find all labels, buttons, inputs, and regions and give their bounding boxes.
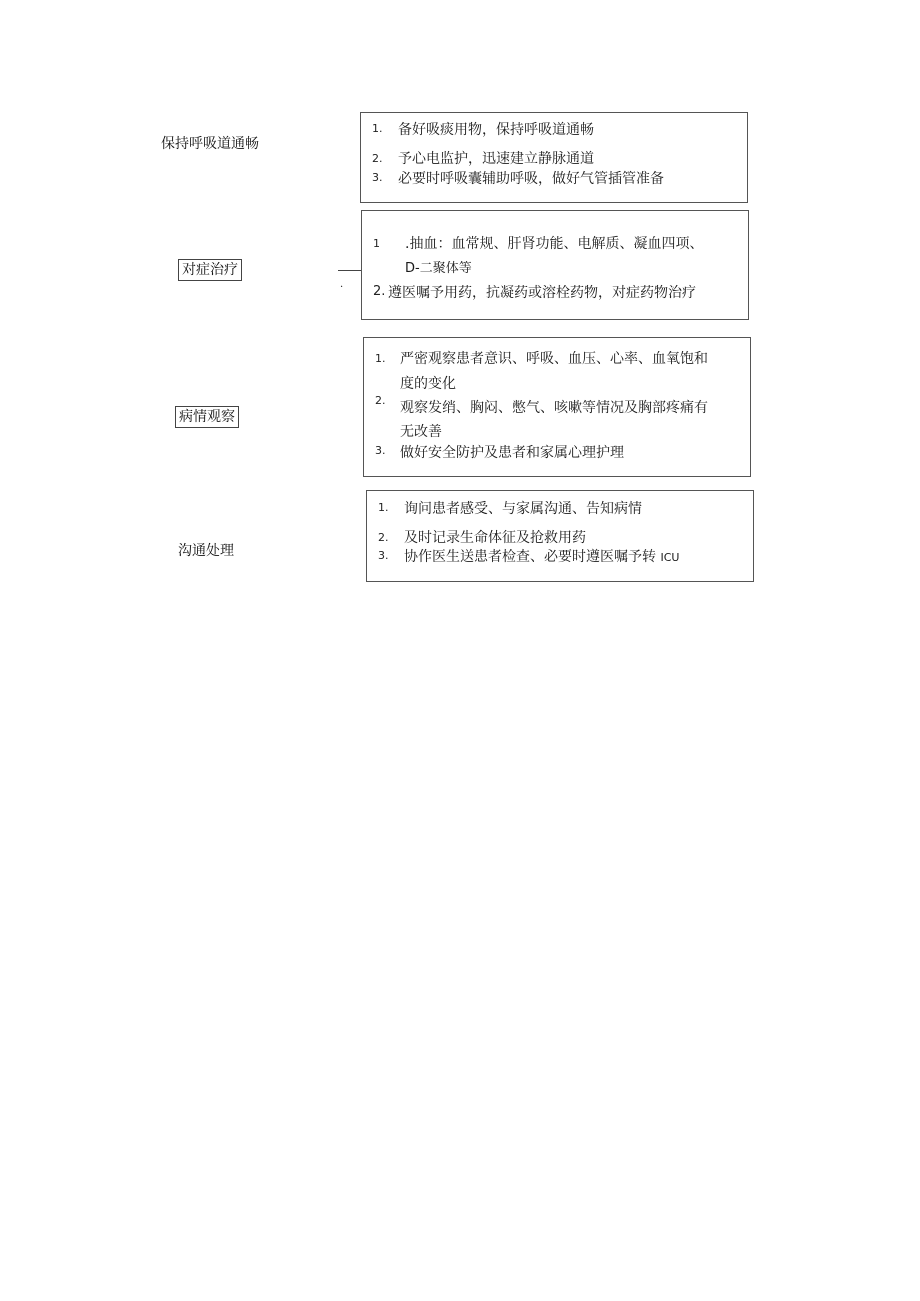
section-label-airway: 保持呼吸道通畅 — [161, 136, 259, 152]
step-number: 3. — [378, 549, 389, 562]
section-label-treatment: 对症治疗 — [178, 259, 242, 281]
step-number: 1. — [375, 352, 386, 365]
step-number: 2. — [373, 284, 386, 299]
step-text-continued: 无改善 — [400, 424, 442, 440]
observation-steps-box — [363, 337, 751, 477]
step-text: 观察发绡、胸闷、憋气、咳嗽等情况及胸部疼痛有 — [400, 400, 708, 416]
step-text: 予心电监护，迅速建立静脉通道 — [398, 151, 594, 167]
step-text: 做好安全防护及患者和家属心理护理 — [400, 445, 624, 461]
airway-steps-box — [360, 112, 748, 203]
step-number: 1. — [378, 501, 389, 514]
step-number: 3. — [372, 171, 383, 184]
step-text: 遵医嘱予用药，抗凝药或溶栓药物，对症药物治疗 — [388, 285, 696, 301]
step-text-icu: ICU — [660, 551, 680, 564]
section-label-observation: 病情观察 — [175, 406, 239, 428]
stray-dot: . — [340, 279, 344, 290]
step-text-continued: D-二聚体等 — [405, 261, 472, 276]
step-number: 1 — [373, 237, 380, 250]
communication-steps-box — [366, 490, 754, 582]
section-label-communication: 沟通处理 — [178, 543, 234, 559]
step-text-continued: 度的变化 — [400, 376, 456, 392]
step-number: 2. — [375, 394, 386, 407]
step-text: 及时记录生命体征及抢救用药 — [404, 530, 586, 546]
step-number: 1. — [372, 122, 383, 135]
treatment-steps-box — [361, 210, 749, 320]
step-number: 3. — [375, 444, 386, 457]
step-text: 严密观察患者意识、呼吸、血压、心率、血氧饱和 — [400, 351, 708, 367]
step-text: .抽血：血常规、肝肾功能、电解质、凝血四项、 — [405, 236, 704, 252]
step-number: 2. — [372, 152, 383, 165]
step-text: 询问患者感受、与家属沟通、告知病情 — [404, 501, 642, 517]
step-text: 备好吸痰用物，保持呼吸道通畅 — [398, 122, 594, 138]
step-text — [404, 546, 679, 566]
step-text-main: 协作医生送患者检查、必要时遵医嘱予转 — [404, 549, 656, 565]
step-text: 必要时呼吸囊辅助呼吸，做好气管插管准备 — [398, 171, 664, 187]
connector-line — [338, 270, 362, 271]
step-number: 2. — [378, 531, 389, 544]
